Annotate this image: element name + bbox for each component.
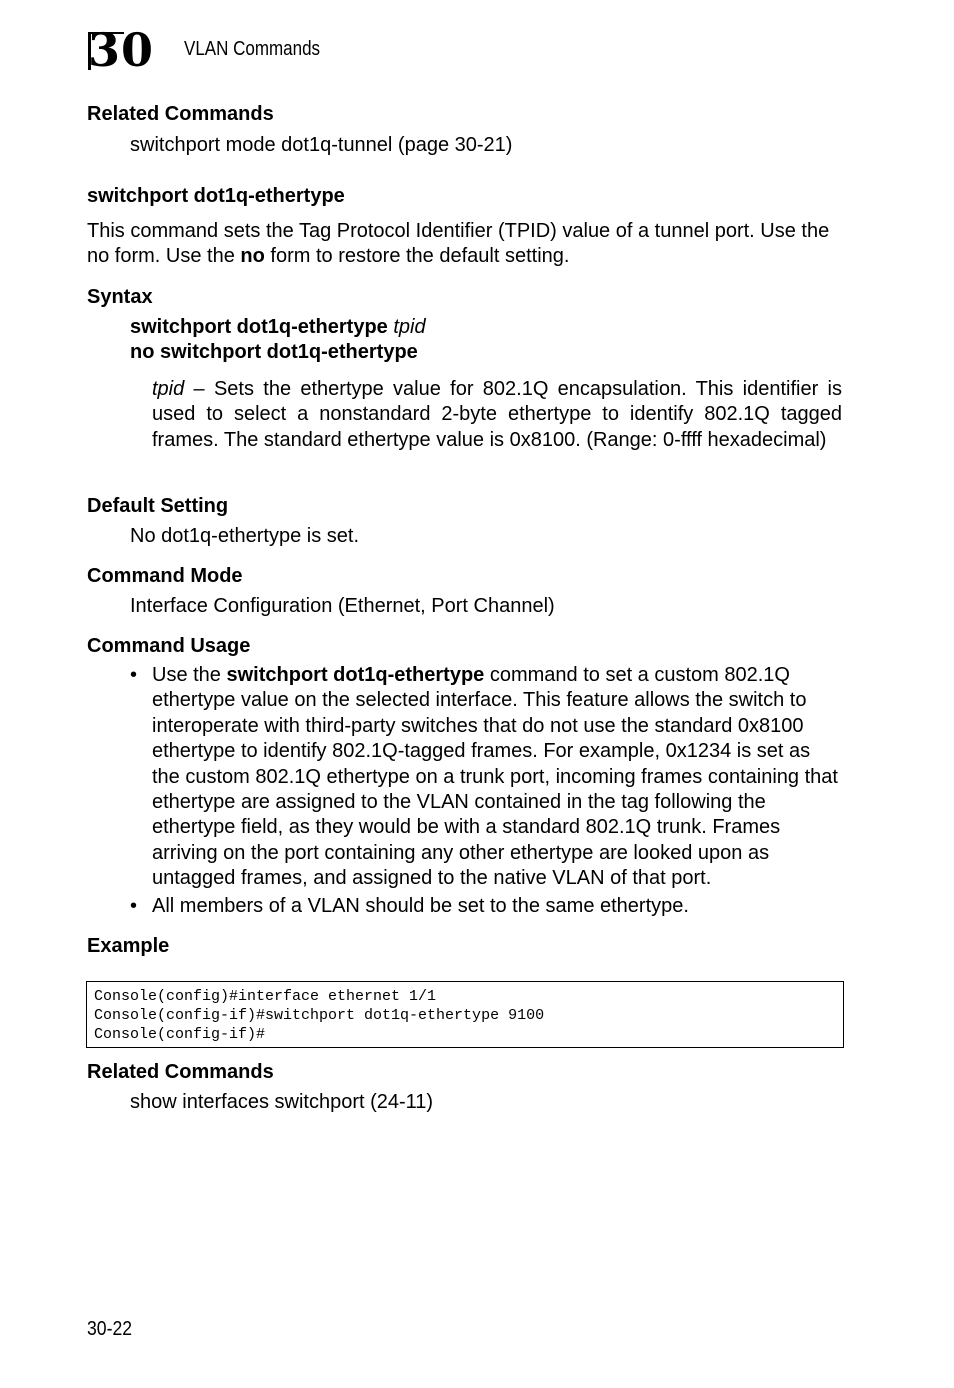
command-usage-list [130, 663, 842, 919]
code-line: Console(config-if)#switchport dot1q-ethertype 9100 [94, 1007, 545, 1024]
related-commands-heading: Related Commands [87, 103, 274, 125]
section-description: This command sets the Tag Protocol Identifier (TPID) value of a tunnel port. Use the no form. Use the no form to restore the default setting. [87, 220, 830, 268]
syntax-line-2: no switchport dot1q-ethertype [130, 341, 418, 363]
related-commands-heading-2: Related Commands [87, 1061, 274, 1083]
example-heading: Example [87, 935, 170, 957]
page-number: 30-22 [87, 1318, 133, 1340]
code-line: Console(config-if)# [94, 1026, 266, 1043]
command-mode-heading: Command Mode [87, 565, 243, 587]
chapter-title: VLAN Commands [184, 38, 321, 60]
default-setting-heading: Default Setting [87, 495, 229, 517]
command-mode-text: Interface Configuration (Ethernet, Port Channel) [130, 595, 555, 617]
code-line: Console(config)#interface ethernet 1/1 [94, 988, 437, 1005]
section-title: switchport dot1q-ethertype [87, 185, 345, 207]
list-item: • All members of a VLAN should be set to the same ethertype. [130, 894, 842, 919]
chapter-number: 30 [88, 23, 155, 77]
default-setting-text: No dot1q-ethertype is set. [130, 525, 360, 547]
example-code-block [86, 981, 844, 1048]
syntax-heading: Syntax [87, 286, 153, 308]
syntax-line-1: switchport dot1q-ethertype tpid [130, 316, 426, 338]
command-usage-heading: Command Usage [87, 635, 251, 657]
list-item: • Use the switchport dot1q-ethertype command to set a custom 802.1Q ethertype value on the selected interface. This feature allows the switch to interoperate with third-party switches that do not use the standard 0x8100 ethertype to identify 802.1Q-tagged frames. For example, 0x1234 is set as the custom 802.1Q ethertype on a trunk port, incoming frames containing that ethertype are assigned to the VLAN contained in the tag following the ethertype field, as they would be with a standard 802.1Q trunk. Frames arriving on the port containing any other ethertype are looked upon as untagged frames, and assigned to the native VLAN of that port. [130, 663, 842, 892]
syntax-param-description: tpid – Sets the ethertype value for 802.1Q encapsulation. This identifier is used to select a nonstandard 2-byte ethertype to identify 802.1Q tagged frames. The standard ethertype value is 0x8100. (Range: 0-ffff hexadecimal) [152, 378, 842, 451]
related-commands-link-2[interactable]: show interfaces switchport (24-11) [130, 1091, 434, 1113]
related-commands-link[interactable]: switchport mode dot1q-tunnel (page 30-21) [130, 134, 513, 156]
